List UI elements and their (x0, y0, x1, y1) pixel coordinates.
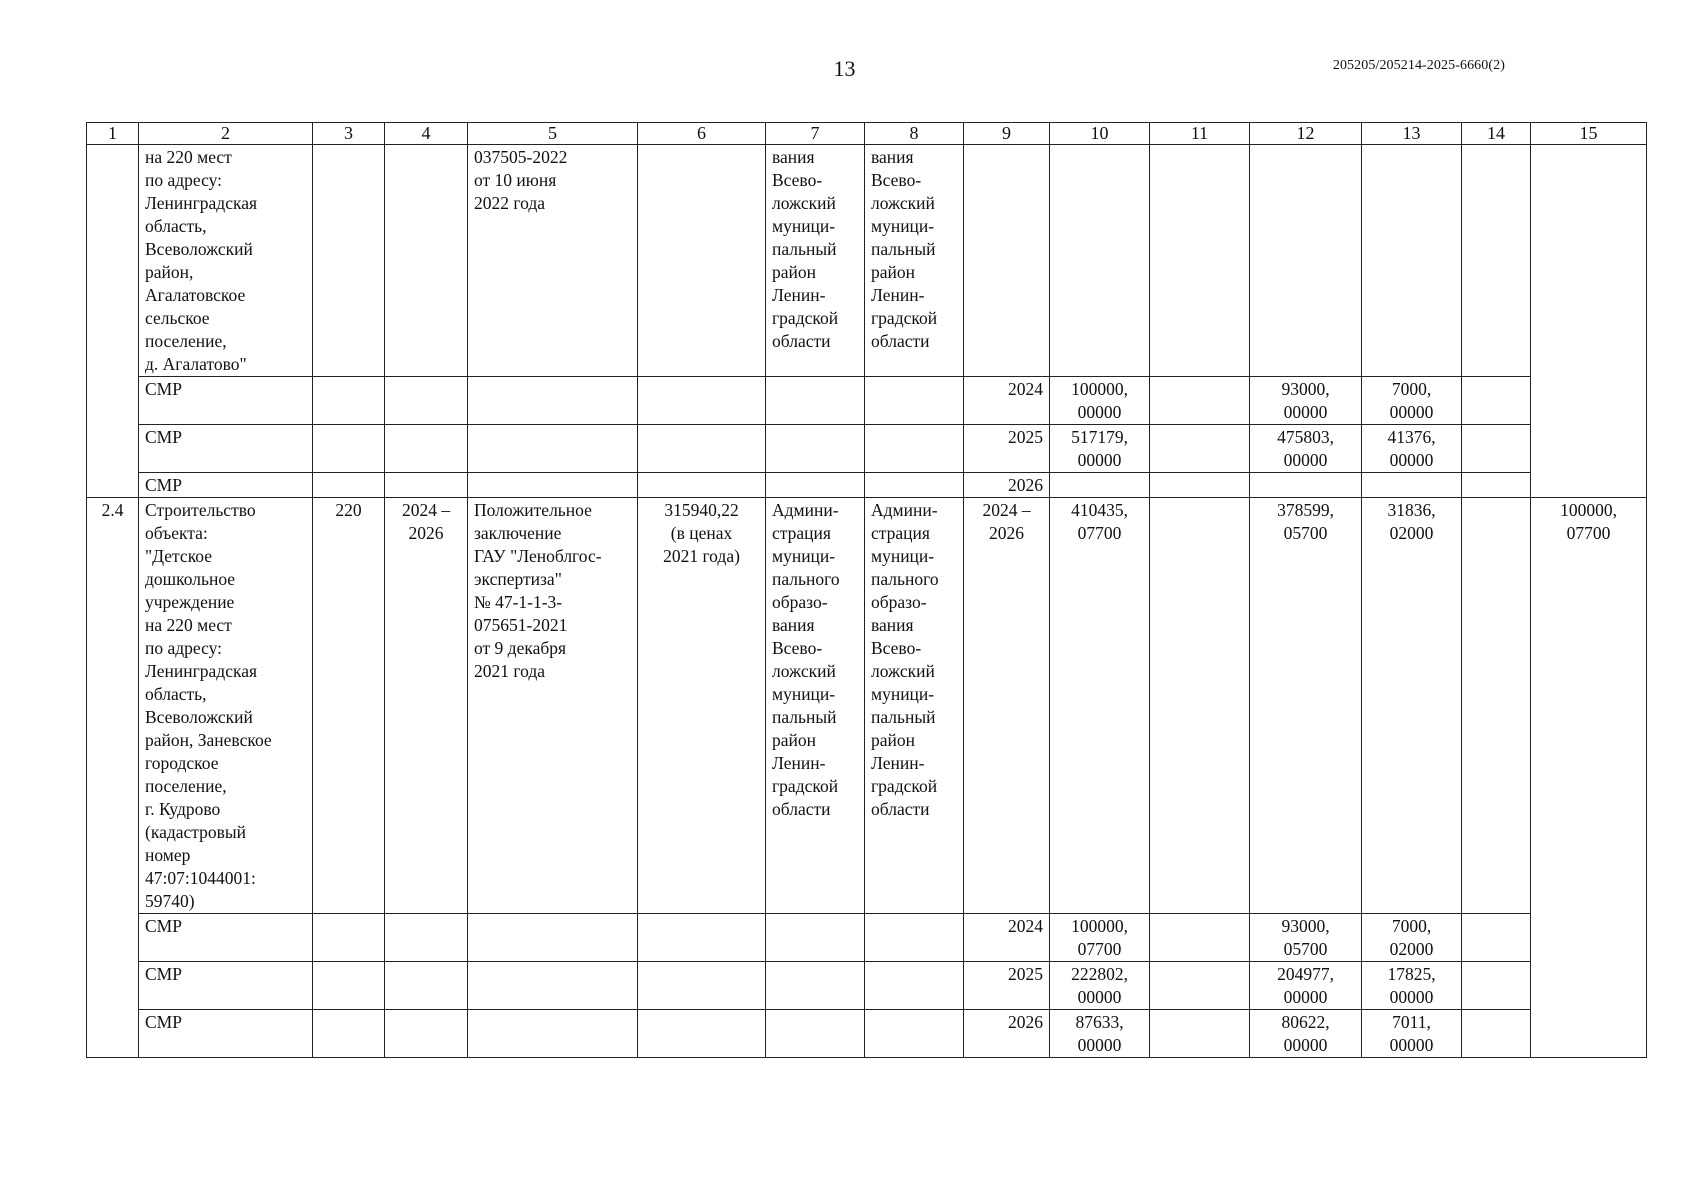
empty-cell (468, 962, 638, 1010)
empty-cell (468, 425, 638, 473)
period-cell (385, 145, 468, 377)
other-cell (1462, 1010, 1531, 1058)
column-number: 12 (1250, 123, 1362, 145)
column-number: 3 (313, 123, 385, 145)
capacity-cell (313, 145, 385, 377)
empty-cell (638, 377, 766, 425)
empty-cell (313, 1010, 385, 1058)
empty-cell (385, 473, 468, 498)
work-type-label: СМР (139, 377, 313, 425)
federal-cell (1150, 1010, 1250, 1058)
empty-cell (313, 962, 385, 1010)
regional-cell: 80622, 00000 (1250, 1010, 1362, 1058)
work-type-label: СМР (139, 473, 313, 498)
total-cell: 100000, 00000 (1050, 377, 1150, 425)
work-type-label: СМР (139, 962, 313, 1010)
local-cell: 7000, 02000 (1362, 914, 1462, 962)
empty-cell (468, 914, 638, 962)
table-row (87, 145, 1647, 377)
period-cell: 2024 – 2026 (385, 498, 468, 914)
empty-cell (313, 473, 385, 498)
document-id: 205205/205214-2025-6660(2) (1332, 58, 1505, 73)
column-number: 2 (139, 123, 313, 145)
other-cell (1462, 473, 1531, 498)
cost-cell (638, 145, 766, 377)
developer-cell: Админи- страция муници- пального образо- вания Всево- ложский муници- пальный район Ленин- градской области (865, 498, 964, 914)
federal-cell (1150, 377, 1250, 425)
federal-cell (1150, 914, 1250, 962)
empty-cell (468, 377, 638, 425)
empty-cell (865, 1010, 964, 1058)
total-cell: 517179, 00000 (1050, 425, 1150, 473)
empty-cell (638, 962, 766, 1010)
regional-cell (1250, 473, 1362, 498)
developer-cell: вания Всево- ложский муници- пальный район Ленин- градской области (865, 145, 964, 377)
customer-cell: вания Всево- ложский муници- пальный район Ленин- градской области (766, 145, 865, 377)
empty-cell (766, 1010, 865, 1058)
empty-cell (468, 1010, 638, 1058)
year-cell: 2026 (964, 473, 1050, 498)
other-cell (1462, 145, 1531, 377)
total-cell (1050, 145, 1150, 377)
total-cell (1050, 473, 1150, 498)
work-type-label: СМР (139, 1010, 313, 1058)
federal-cell (1150, 962, 1250, 1010)
year-cell: 2025 (964, 962, 1050, 1010)
regional-cell: 204977, 00000 (1250, 962, 1362, 1010)
local-cell: 7000, 00000 (1362, 377, 1462, 425)
col15-cell: 100000, 07700 (1531, 498, 1647, 1058)
empty-cell (766, 473, 865, 498)
empty-cell (385, 425, 468, 473)
empty-cell (385, 914, 468, 962)
empty-cell (313, 425, 385, 473)
column-number: 9 (964, 123, 1050, 145)
empty-cell (766, 914, 865, 962)
other-cell (1462, 498, 1531, 914)
item-number-cell (87, 145, 139, 498)
empty-cell (865, 377, 964, 425)
empty-cell (638, 1010, 766, 1058)
cost-cell: 315940,22 (в ценах 2021 года) (638, 498, 766, 914)
column-number: 8 (865, 123, 964, 145)
regional-cell: 93000, 00000 (1250, 377, 1362, 425)
empty-cell (313, 914, 385, 962)
column-number: 4 (385, 123, 468, 145)
work-type-label: СМР (139, 425, 313, 473)
local-cell: 7011, 00000 (1362, 1010, 1462, 1058)
total-cell: 222802, 00000 (1050, 962, 1150, 1010)
col15-cell (1531, 145, 1647, 498)
item-number-cell: 2.4 (87, 498, 139, 1058)
table-row (87, 425, 1647, 473)
year-cell: 2024 (964, 377, 1050, 425)
empty-cell (638, 425, 766, 473)
table-row (87, 498, 1647, 914)
years-cell: 2024 – 2026 (964, 498, 1050, 914)
column-number: 10 (1050, 123, 1150, 145)
column-number-row (87, 123, 1647, 145)
local-cell (1362, 145, 1462, 377)
regional-cell (1250, 145, 1362, 377)
regional-cell: 475803, 00000 (1250, 425, 1362, 473)
empty-cell (865, 473, 964, 498)
other-cell (1462, 962, 1531, 1010)
year-cell: 2026 (964, 1010, 1050, 1058)
regional-cell: 378599, 05700 (1250, 498, 1362, 914)
object-description: на 220 мест по адресу: Ленинградская область, Всеволожский район, Агалатовское сельское поселение, д. Агалатово" (139, 145, 313, 377)
column-number: 7 (766, 123, 865, 145)
other-cell (1462, 425, 1531, 473)
column-number: 13 (1362, 123, 1462, 145)
federal-cell (1150, 498, 1250, 914)
local-cell: 31836, 02000 (1362, 498, 1462, 914)
table-row (87, 914, 1647, 962)
year-cell: 2025 (964, 425, 1050, 473)
regional-cell: 93000, 05700 (1250, 914, 1362, 962)
empty-cell (385, 1010, 468, 1058)
column-number: 1 (87, 123, 139, 145)
column-number: 15 (1531, 123, 1647, 145)
table-row (87, 377, 1647, 425)
total-cell: 87633, 00000 (1050, 1010, 1150, 1058)
expertise-cell: Положительное заключение ГАУ "Леноблгос- экспертиза" № 47-1-1-3- 075651-2021 от 9 декабря 2021 года (468, 498, 638, 914)
total-cell: 410435, 07700 (1050, 498, 1150, 914)
empty-cell (766, 962, 865, 1010)
object-description: Строительство объекта: "Детское дошкольное учреждение на 220 мест по адресу: Ленинградская область, Всеволожский район, Заневское городское поселение, г. Кудрово (кадастровый номер 47:07:1044001: 59740) (139, 498, 313, 914)
years-cell (964, 145, 1050, 377)
local-cell: 41376, 00000 (1362, 425, 1462, 473)
total-cell: 100000, 07700 (1050, 914, 1150, 962)
empty-cell (766, 377, 865, 425)
table-row (87, 473, 1647, 498)
empty-cell (865, 425, 964, 473)
empty-cell (385, 377, 468, 425)
federal-cell (1150, 425, 1250, 473)
other-cell (1462, 377, 1531, 425)
customer-cell: Админи- страция муници- пального образо- вания Всево- ложский муници- пальный район Ленин- градской области (766, 498, 865, 914)
federal-cell (1150, 145, 1250, 377)
other-cell (1462, 914, 1531, 962)
table-row (87, 962, 1647, 1010)
page-number: 13 (833, 56, 856, 81)
federal-cell (1150, 473, 1250, 498)
empty-cell (638, 473, 766, 498)
table-row (87, 1010, 1647, 1058)
empty-cell (638, 914, 766, 962)
column-number: 11 (1150, 123, 1250, 145)
empty-cell (313, 377, 385, 425)
local-cell (1362, 473, 1462, 498)
work-type-label: СМР (139, 914, 313, 962)
empty-cell (385, 962, 468, 1010)
empty-cell (865, 962, 964, 1010)
year-cell: 2024 (964, 914, 1050, 962)
column-number: 6 (638, 123, 766, 145)
local-cell: 17825, 00000 (1362, 962, 1462, 1010)
empty-cell (865, 914, 964, 962)
column-number: 5 (468, 123, 638, 145)
empty-cell (468, 473, 638, 498)
column-number: 14 (1462, 123, 1531, 145)
expertise-cell: 037505-2022 от 10 июня 2022 года (468, 145, 638, 377)
capacity-cell: 220 (313, 498, 385, 914)
program-table (86, 122, 1647, 1058)
empty-cell (766, 425, 865, 473)
